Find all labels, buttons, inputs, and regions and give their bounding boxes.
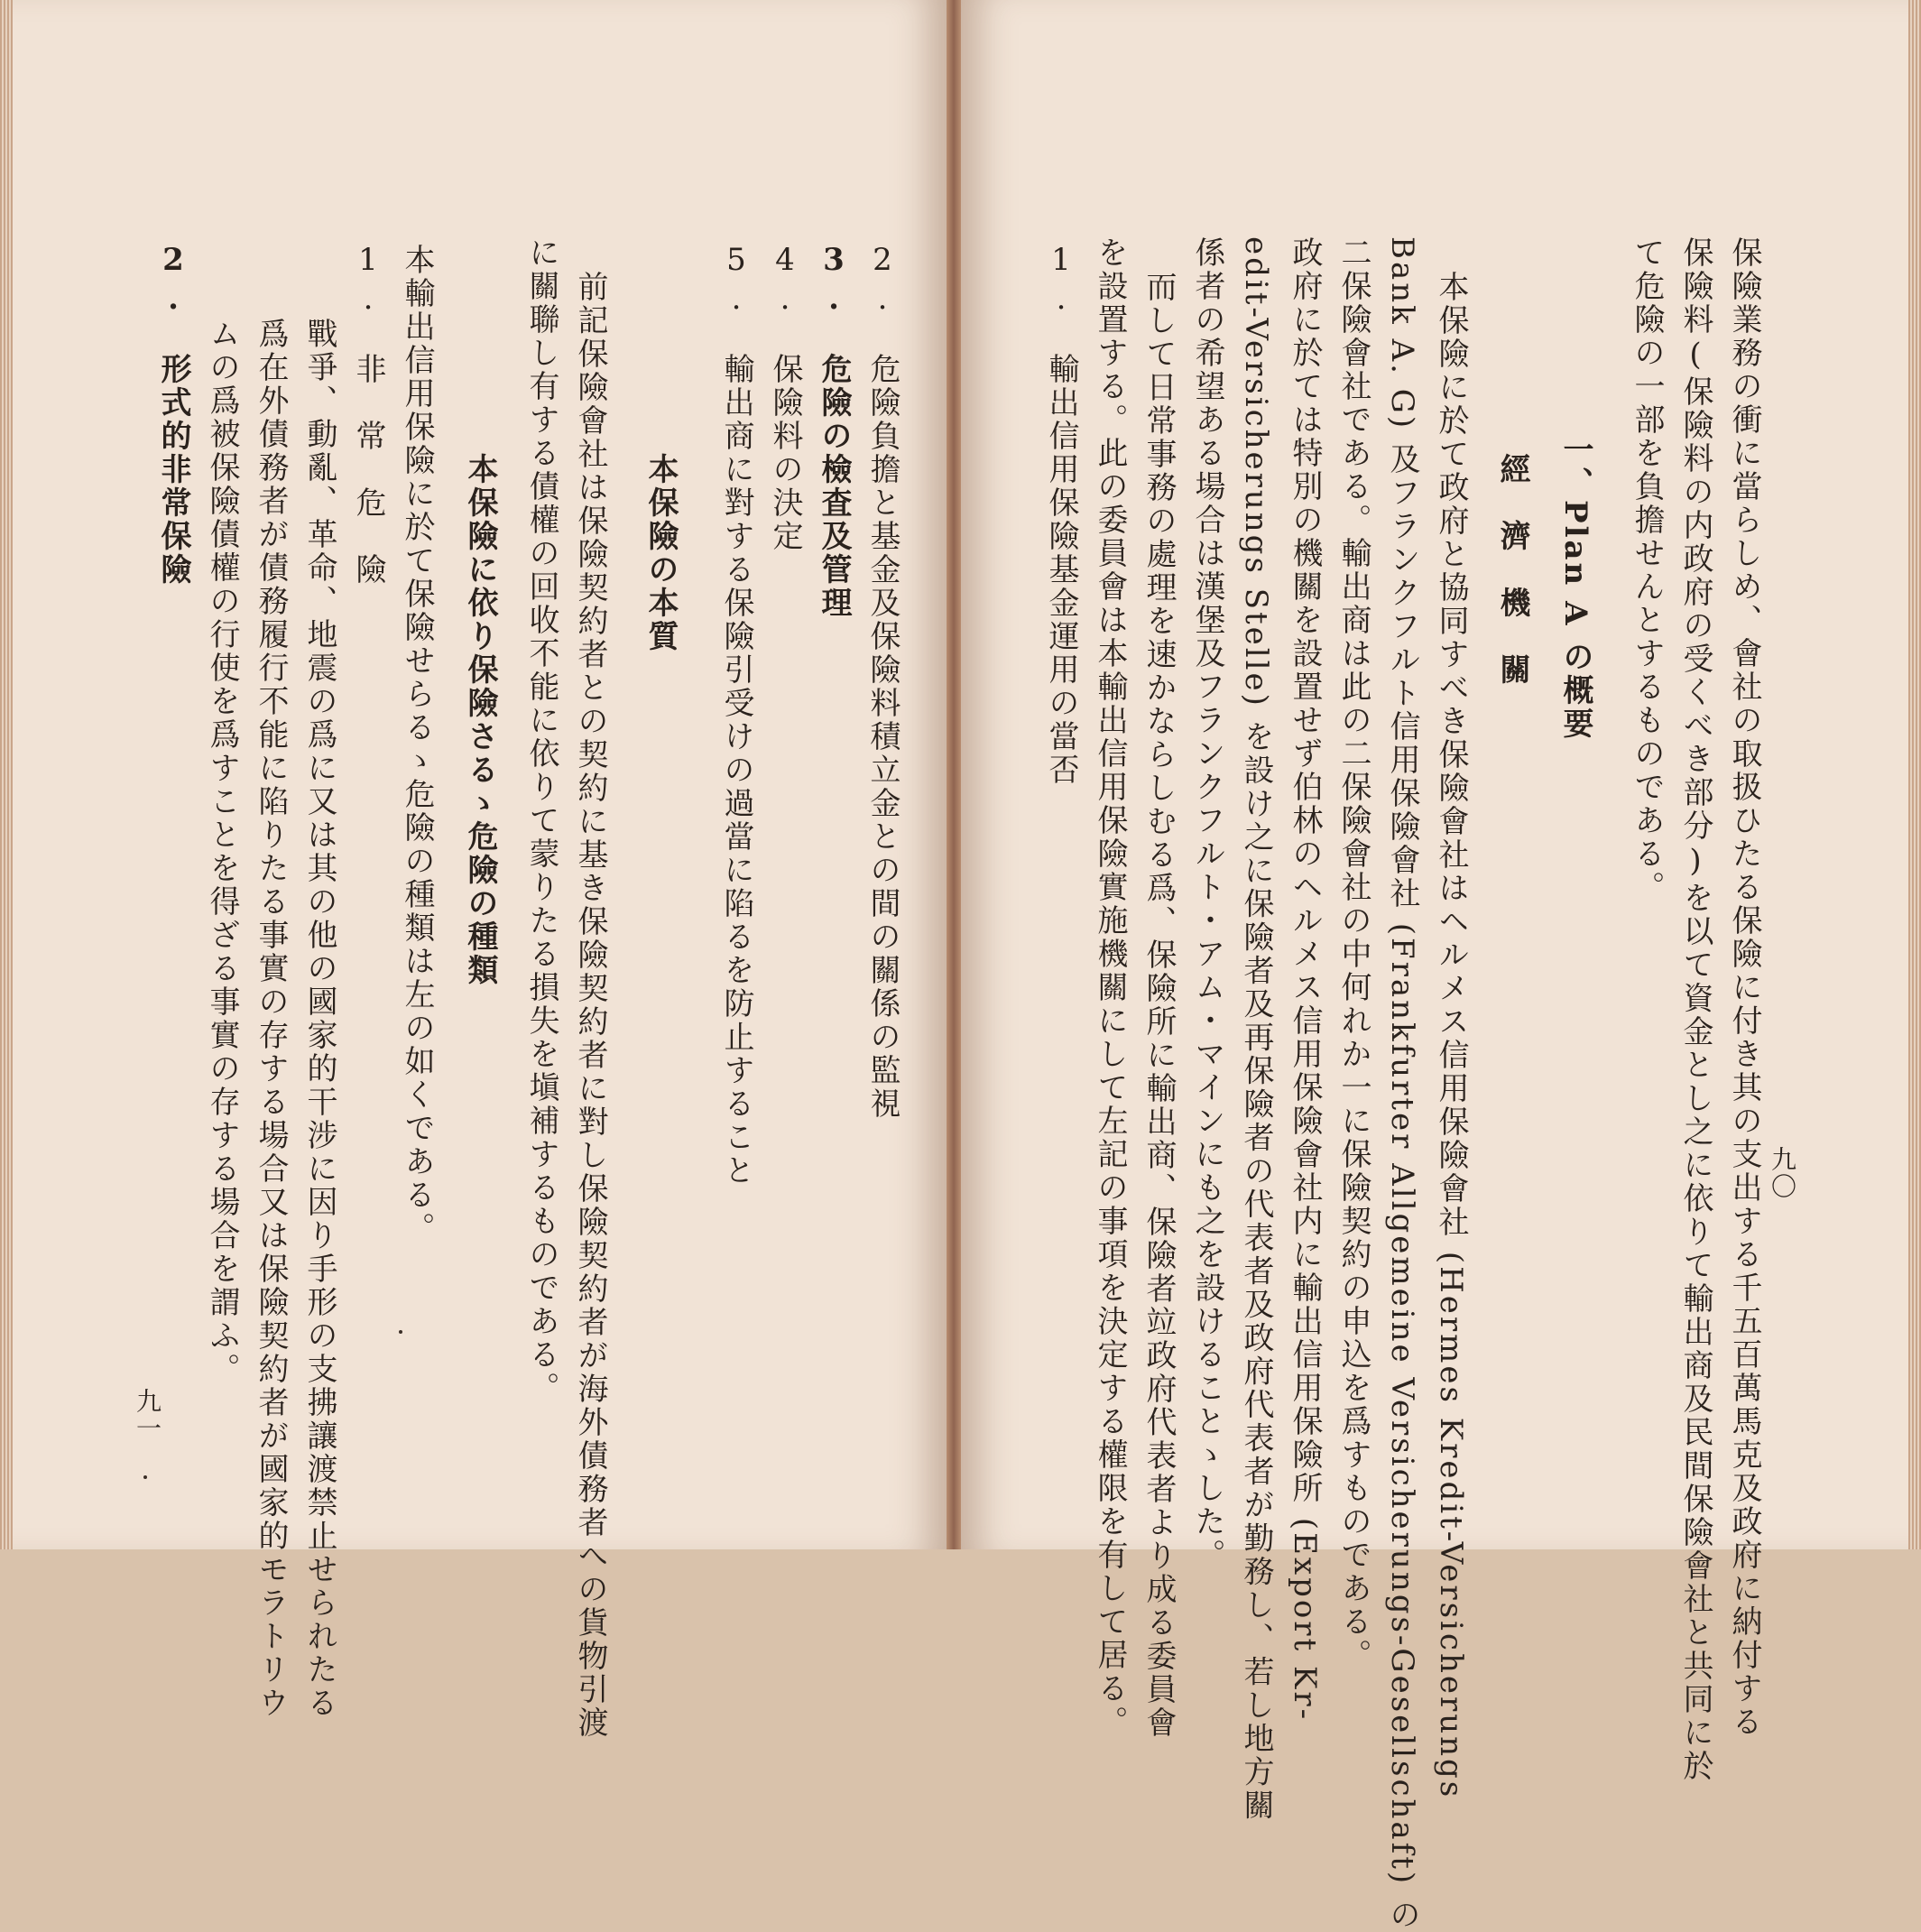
paragraph-line: 係者の希望ある場合は漢堡及フランクフルト・アム・マインにも之を設けることゝした。 <box>1189 236 1225 1572</box>
paragraph-line: 前記保險會社は保險契約者との契約に基き保險契約者に對し保險契約者が海外債務者への貨物引渡 <box>572 271 608 1740</box>
list-item-3: 3. 危險の檢査及管理 <box>816 242 852 620</box>
ink-speck <box>143 1475 147 1479</box>
right-page <box>961 0 1908 1932</box>
page-edges-left <box>0 0 13 1549</box>
paragraph-line: 保險料(保險料の内政府の受くべき部分)を以て資金とし之に依りて輸出商及民間保險會社と共同に於 <box>1677 236 1713 1783</box>
paragraph-line: 戰爭、動亂、革命、地震の爲に又は其の他の國家的干涉に因り手形の支拂讓渡禁止せられたる <box>301 318 337 1720</box>
paragraph-line: に關聯し有する債權の回收不能に依りて蒙りたる損失を塡補するものである。 <box>523 236 559 1405</box>
paragraph-line: Bank A. G) 及フランクフルト信用保險會社 (Frankfurter Allgemeine Versicherungs-Gesellschaft) の <box>1384 236 1420 1932</box>
book-gutter <box>947 0 961 1549</box>
page-number: 九一 <box>133 1388 162 1442</box>
paragraph-line: edit-Versicherungs Stelle) を設け之に保險者及再保險者の代表者及政府代表者が勤務し、若し地方關 <box>1238 236 1274 1823</box>
paragraph-line: ムの爲被保險債權の行使を爲すことを得ざる事實の存する場合を謂ふ。 <box>204 318 240 1386</box>
paragraph-line: 政府に於ては特別の機關を設置せず伯林のヘルメス信用保險會社内に輸出信用保險所 (Export Kr- <box>1287 236 1323 1723</box>
section-heading-risk-types: 本保險に依り保險さるゝ危險の種類 <box>462 453 498 987</box>
list-item-non-ordinary-risk: 1. 非 常 危 險 <box>350 242 386 587</box>
paragraph-line: 本保險に於て政府と協同すべき保險會社はヘルメス信用保險會社 (Hermes Kredit-Versicherungs <box>1433 271 1469 1800</box>
section-heading-plan-a: 一、Plan A の概要 <box>1557 433 1593 742</box>
ink-speck <box>399 1330 402 1334</box>
list-item-5: 5. 輸出商に對する保險引受けの過當に陷るを防止すること <box>718 242 754 1188</box>
paragraph-line: を設置する。此の委員會は本輸出信用保險實施機關にして左記の事項を決定する權限を有して居る。 <box>1092 236 1128 1739</box>
section-heading-nature: 本保險の本質 <box>642 453 679 653</box>
left-page <box>13 0 947 1740</box>
list-item-4: 4. 保險料の決定 <box>767 242 803 553</box>
paragraph-line: 而して日常事務の處理を速かならしむる爲、保險所に輸出商、保險者竝政府代表者より成る委員會 <box>1141 271 1177 1740</box>
page-number: 九〇 <box>1768 1146 1797 1200</box>
list-item-formal-risk: 2. 形式的非常保險 <box>155 242 191 587</box>
paragraph-line: て危險の一部を負擔せんとするものである。 <box>1629 236 1665 904</box>
list-item-2: 2. 危險負擔と基金及保險料積立金との間の關係の監視 <box>864 242 900 1121</box>
paragraph-line: 本輸出信用保險に於て保險せらるゝ危險の種類は左の如くである。 <box>399 244 435 1245</box>
paragraph-line: 二保險會社である。輸出商は此の二保險會社の中何れか一に保險契約の申込を爲すものである。 <box>1335 236 1371 1672</box>
section-heading-economic-organ: 經 濟 機 關 <box>1494 453 1530 687</box>
paragraph-line: 爲在外債務者が債務履行不能に陷りたる事實の存する場合又は保險契約者が國家的モラトリウ <box>253 318 289 1720</box>
paragraph-line: 保險業務の衝に當らしめ、會社の取扱ひたる保險に付き其の支出する千五百萬馬克及政府に納付する <box>1726 236 1762 1739</box>
list-item-1: 1. 輸出信用保險基金運用の當否 <box>1043 242 1079 787</box>
page-edges-right <box>1908 0 1921 1549</box>
